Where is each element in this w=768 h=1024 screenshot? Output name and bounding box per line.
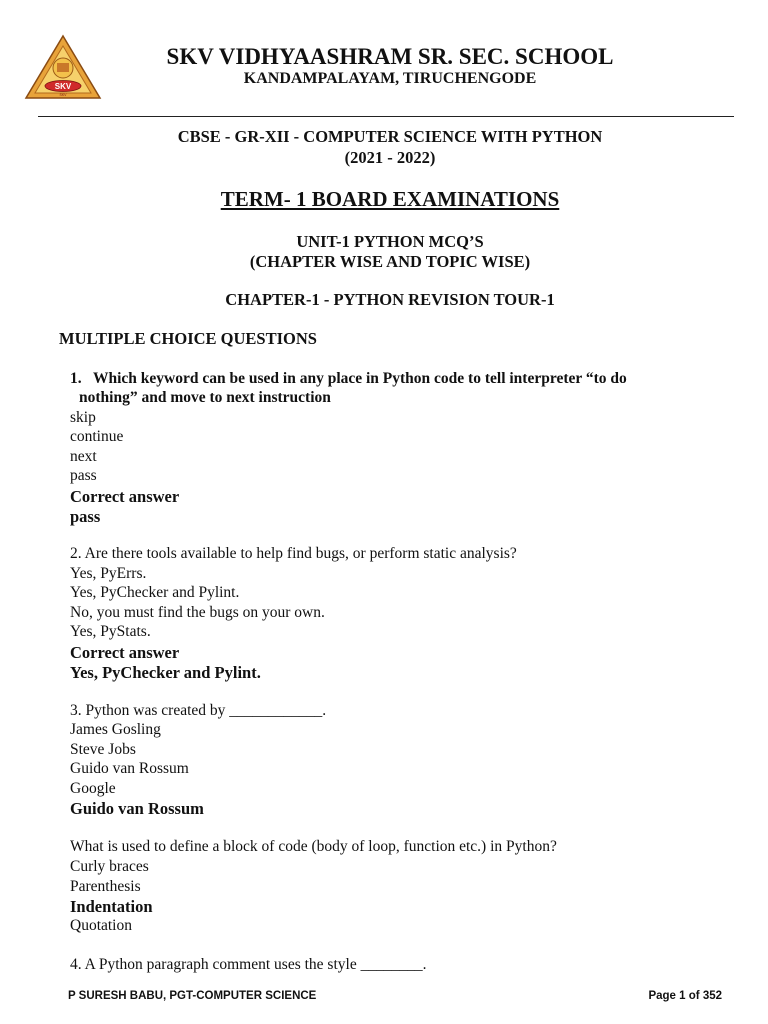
logo-banner: SKV bbox=[59, 93, 67, 97]
option: Yes, PyErrs. bbox=[70, 565, 147, 582]
academic-year: (2021 - 2022) bbox=[344, 148, 436, 167]
exam-title: TERM- 1 BOARD EXAMINATIONS bbox=[220, 187, 560, 211]
school-logo bbox=[24, 34, 102, 100]
page-indicator bbox=[648, 990, 722, 1002]
option-highlighted: Indentation bbox=[70, 897, 153, 916]
option: Steve Jobs bbox=[70, 741, 136, 758]
option: No, you must find the bugs on your own. bbox=[70, 604, 325, 621]
school-name: SKV VIDHYAASHRAM SR. SEC. SCHOOL bbox=[166, 44, 614, 69]
header-divider bbox=[38, 116, 734, 117]
section-title: MULTIPLE CHOICE QUESTIONS bbox=[59, 329, 317, 348]
option: Yes, PyStats. bbox=[70, 623, 151, 640]
unit-title: UNIT-1 PYTHON MCQ’S bbox=[296, 232, 484, 251]
unit-subtitle: (CHAPTER WISE AND TOPIC WISE) bbox=[249, 252, 531, 271]
chapter-title: CHAPTER-1 - PYTHON REVISION TOUR-1 bbox=[225, 290, 555, 309]
page-separator: of bbox=[688, 990, 700, 1002]
answer-label: Correct answer bbox=[70, 643, 180, 662]
logo-text: SKV bbox=[54, 82, 72, 91]
correct-answer: pass bbox=[70, 507, 101, 526]
footer-author: P SURESH BABU, PGT-COMPUTER SCIENCE bbox=[68, 990, 317, 1002]
option: Quotation bbox=[70, 917, 132, 934]
correct-answer: Guido van Rossum bbox=[70, 799, 204, 818]
option: skip bbox=[70, 409, 96, 426]
page-total: 352 bbox=[702, 990, 722, 1002]
option: Curly braces bbox=[70, 858, 149, 875]
option: Parenthesis bbox=[70, 878, 141, 895]
question-text: 4. A Python paragraph comment uses the style ________. bbox=[70, 956, 427, 973]
option: Google bbox=[70, 780, 116, 797]
question-number: 1. bbox=[70, 370, 82, 387]
question-text: What is used to define a block of code (body of loop, function etc.) in Python? bbox=[70, 838, 557, 855]
correct-answer: Yes, PyChecker and Pylint. bbox=[70, 663, 261, 682]
question-text: Which keyword can be used in any place in Python code to tell interpreter “to do bbox=[93, 370, 627, 387]
course-title: CBSE - GR-XII - COMPUTER SCIENCE WITH PYTHON bbox=[177, 127, 603, 146]
option: continue bbox=[70, 428, 124, 445]
question-text: 2. Are there tools available to help find bugs, or perform static analysis? bbox=[70, 545, 517, 562]
page-number: 1 bbox=[679, 990, 686, 1002]
question-text-continued: nothing” and move to next instruction bbox=[79, 389, 331, 406]
option: next bbox=[70, 448, 97, 465]
option: Yes, PyChecker and Pylint. bbox=[70, 584, 240, 601]
option: pass bbox=[70, 467, 97, 484]
answer-label: Correct answer bbox=[70, 487, 180, 506]
question-text: 3. Python was created by ____________. bbox=[70, 702, 327, 719]
page-prefix: Page bbox=[648, 990, 676, 1002]
school-location: KANDAMPALAYAM, TIRUCHENGODE bbox=[243, 70, 537, 87]
option: James Gosling bbox=[70, 721, 161, 738]
option: Guido van Rossum bbox=[70, 760, 189, 777]
